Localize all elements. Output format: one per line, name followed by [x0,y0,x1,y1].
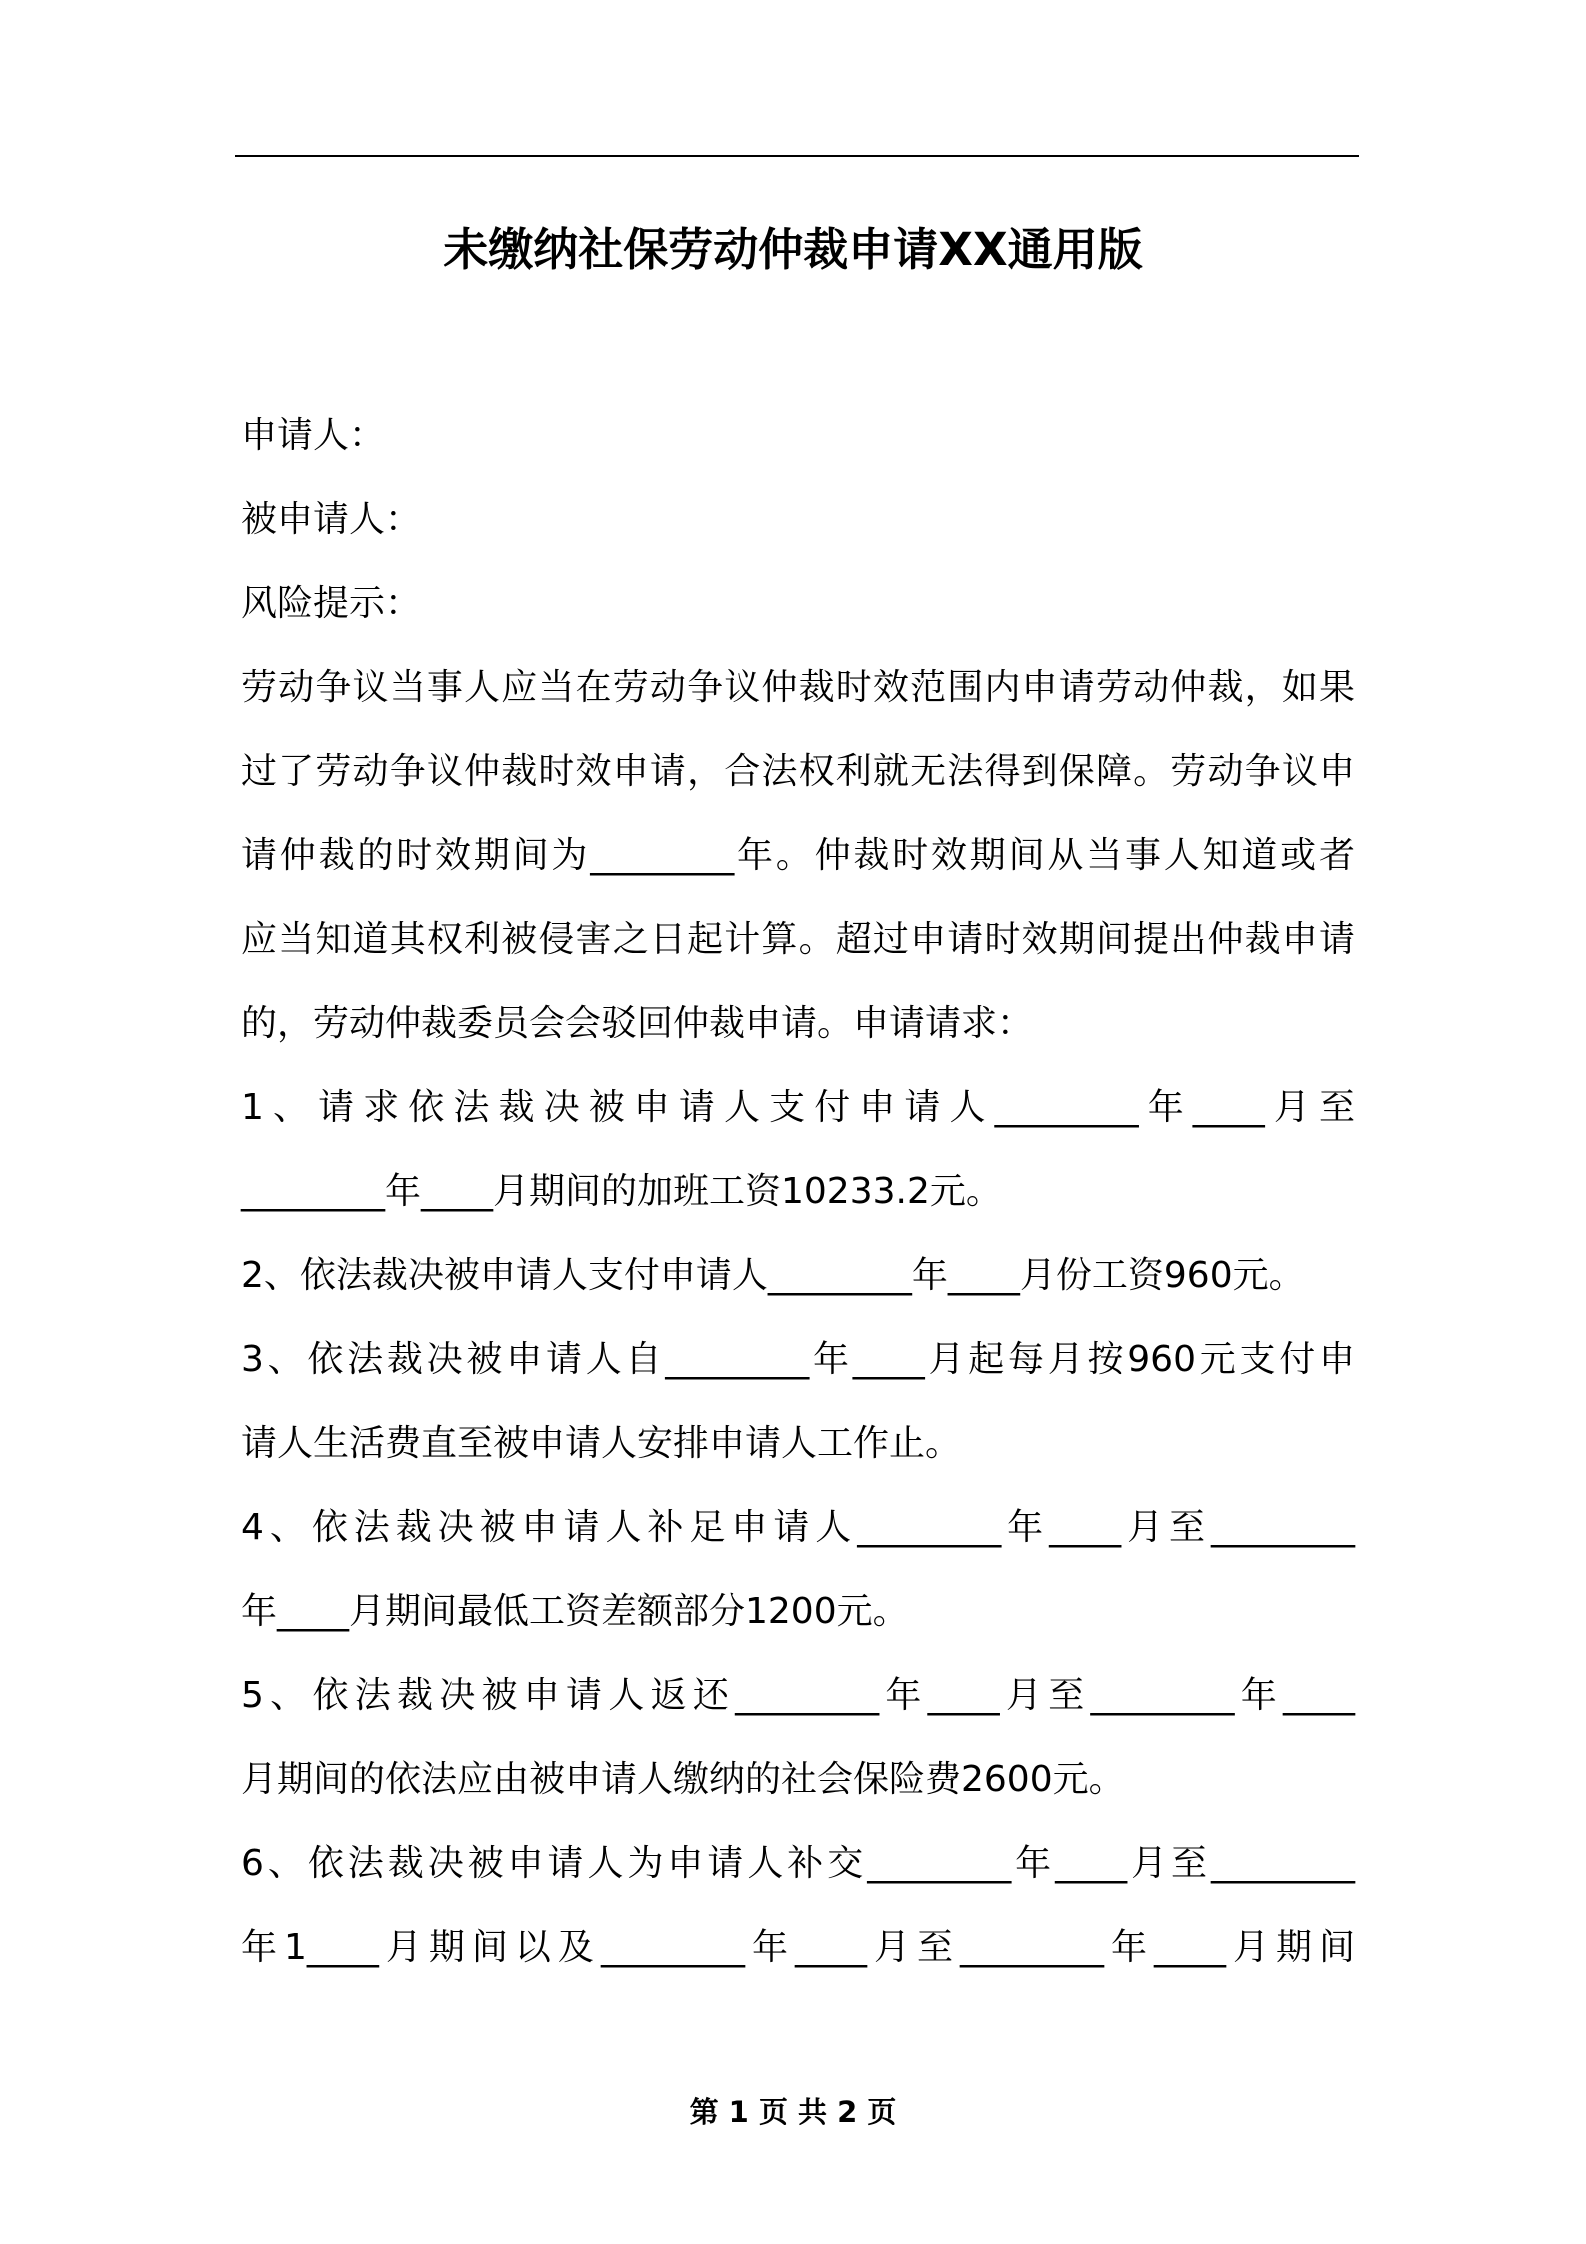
request-item-1: 1、请求依法裁决被申请人支付申请人________年____月至 [241,1087,1355,1128]
document-title: 未缴纳社保劳动仲裁申请XX通用版 [443,223,1143,276]
request-item-6-cont: 年1____月期间以及________年____月至________年____月期间 [241,1927,1355,1968]
request-item-1-cont: ________年____月期间的加班工资10233.2元。 [241,1171,1002,1212]
applicant-label: 申请人： [241,415,386,456]
request-item-3: 3、依法裁决被申请人自________年____月起每月按960元支付申 [241,1339,1355,1380]
paragraph-line: 劳动争议当事人应当在劳动争议仲裁时效范围内申请劳动仲裁，如果 [241,667,1355,708]
paragraph-line: 过了劳动争议仲裁时效申请，合法权利就无法得到保障。劳动争议申 [241,751,1355,792]
paragraph-line: 的，劳动仲裁委员会会驳回仲裁申请。申请请求： [241,1003,1034,1044]
request-item-3-cont: 请人生活费直至被申请人安排申请人工作止。 [241,1423,962,1464]
request-item-5: 5、依法裁决被申请人返还________年____月至________年____ [241,1675,1355,1716]
request-item-6: 6、依法裁决被申请人为申请人补交________年____月至________ [241,1843,1355,1884]
request-item-2: 2、依法裁决被申请人支付申请人________年____月份工资960元。 [241,1255,1305,1296]
risk-notice-label: 风险提示： [241,583,422,624]
paragraph-line: 请仲裁的时效期间为________年。仲裁时效期间从当事人知道或者 [241,835,1355,876]
paragraph-line: 应当知道其权利被侵害之日起计算。超过申请时效期间提出仲裁申请 [241,919,1355,960]
request-item-4: 4、依法裁决被申请人补足申请人________年____月至________ [241,1507,1355,1548]
respondent-label: 被申请人： [241,499,422,540]
page-number: 第 1 页 共 2 页 [689,2095,897,2129]
request-item-5-cont: 月期间的依法应由被申请人缴纳的社会保险费2600元。 [241,1759,1125,1800]
header-rule [235,155,1359,157]
request-item-4-cont: 年____月期间最低工资差额部分1200元。 [241,1591,909,1632]
